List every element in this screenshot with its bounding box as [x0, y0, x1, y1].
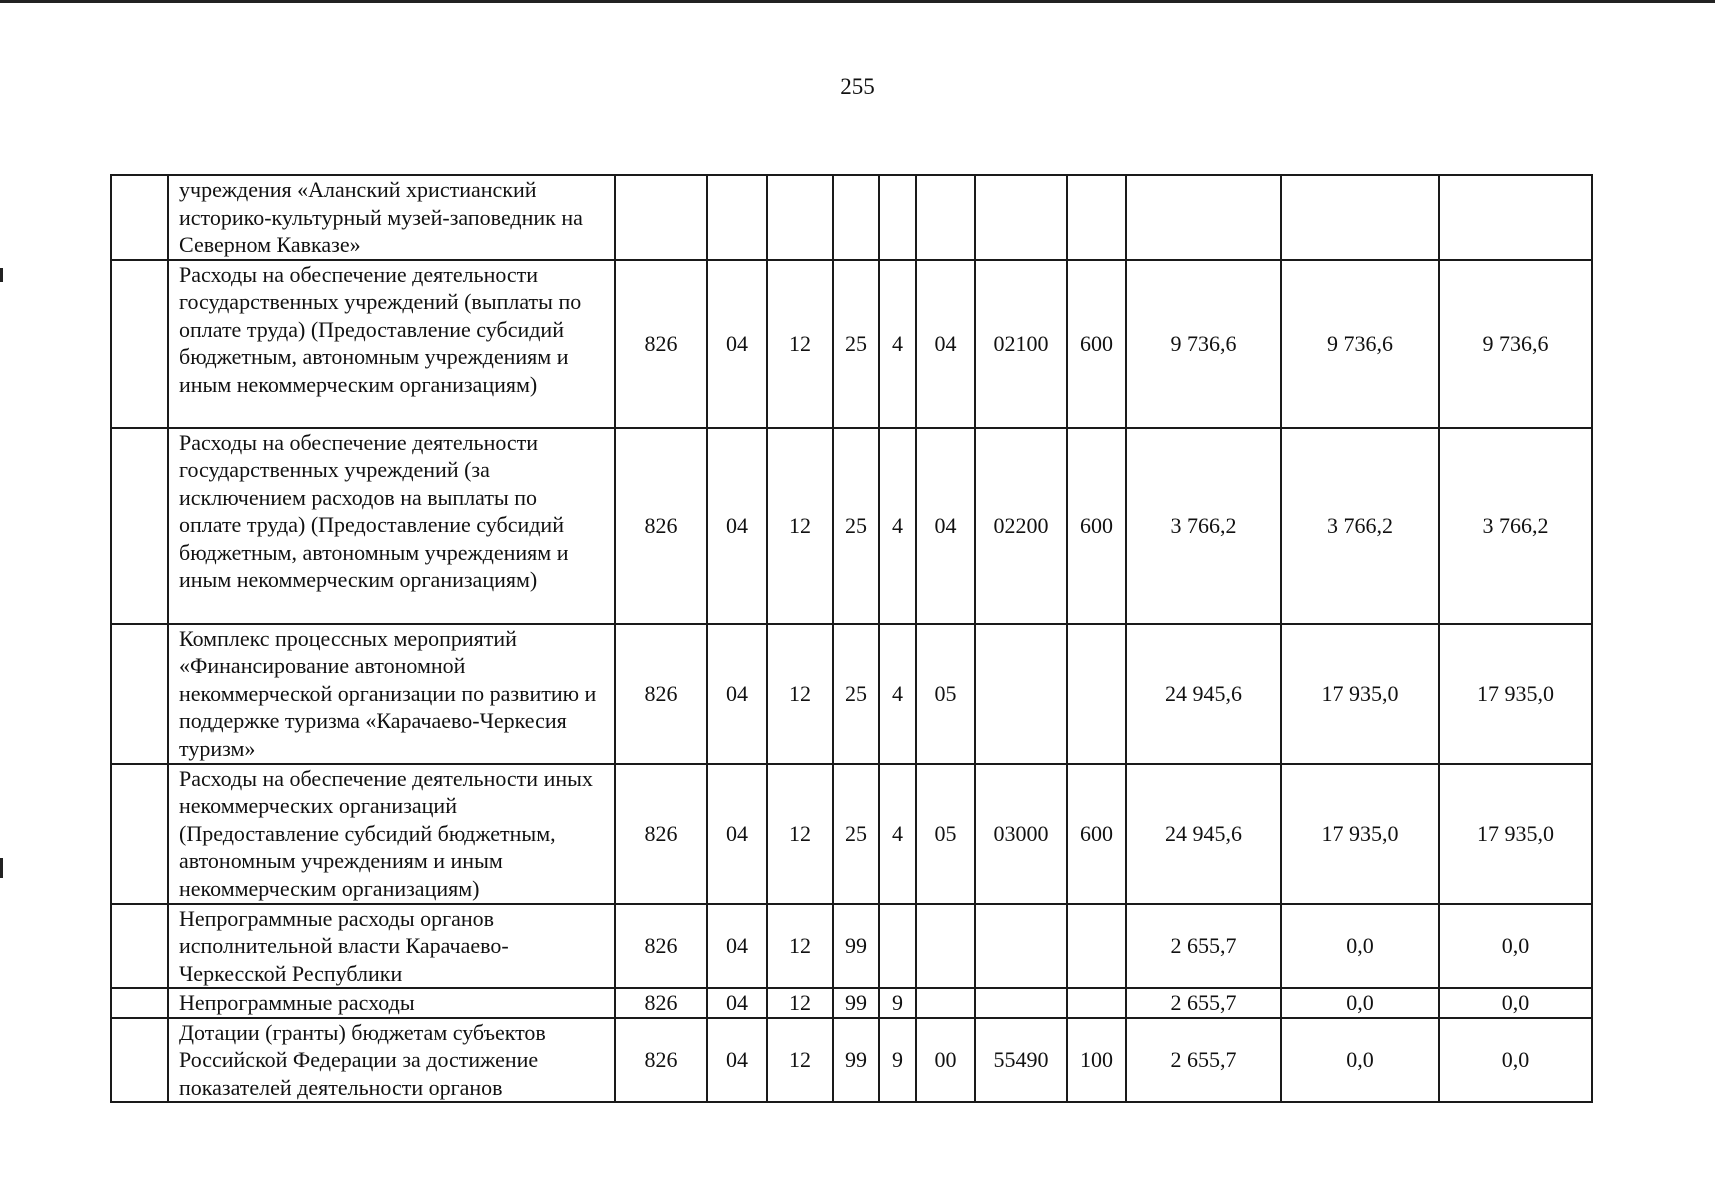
table-cell: 3 766,2	[1126, 428, 1281, 624]
table-cell: 4	[879, 428, 916, 624]
table-cell: 826	[615, 988, 707, 1018]
table-cell: 25	[833, 260, 879, 428]
table-cell: 0,0	[1281, 1018, 1439, 1103]
table-cell	[1067, 904, 1126, 989]
table-cell: 04	[707, 260, 767, 428]
table-cell: 04	[707, 764, 767, 904]
table-cell	[1126, 175, 1281, 260]
table-cell: 826	[615, 624, 707, 764]
row-index-cell	[111, 988, 168, 1018]
table-cell: 3 766,2	[1281, 428, 1439, 624]
table-cell	[975, 624, 1067, 764]
table-cell: 04	[707, 1018, 767, 1103]
row-index-cell	[111, 260, 168, 428]
table-cell	[1067, 175, 1126, 260]
table-cell: 2 655,7	[1126, 988, 1281, 1018]
row-description: Комплекс процессных мероприятий «Финансирование автономной некоммерческой организации по развитию и поддержке туризма «Карачаево-Черкесия туризм»	[168, 624, 615, 764]
table-cell	[879, 904, 916, 989]
table-row	[111, 904, 1592, 989]
table-cell: 04	[916, 428, 975, 624]
table-cell: 05	[916, 624, 975, 764]
table-cell: 0,0	[1439, 904, 1592, 989]
table-cell: 17 935,0	[1439, 624, 1592, 764]
table-cell	[1281, 175, 1439, 260]
table-cell: 826	[615, 428, 707, 624]
table-cell: 05	[916, 764, 975, 904]
table-cell: 24 945,6	[1126, 764, 1281, 904]
table-cell: 25	[833, 428, 879, 624]
table-cell: 9 736,6	[1281, 260, 1439, 428]
table-cell: 0,0	[1439, 1018, 1592, 1103]
table-cell: 826	[615, 260, 707, 428]
table-cell: 04	[707, 988, 767, 1018]
table-cell: 100	[1067, 1018, 1126, 1103]
row-description: Непрограммные расходы	[168, 988, 615, 1018]
row-index-cell	[111, 1018, 168, 1103]
table-cell	[975, 904, 1067, 989]
row-description: Расходы на обеспечение деятельности иных некоммерческих организаций (Предоставление субсидий бюджетным, автономным учреждениям и иным некоммерческим организациям)	[168, 764, 615, 904]
table-cell: 99	[833, 1018, 879, 1103]
table-cell	[916, 988, 975, 1018]
row-index-cell	[111, 904, 168, 989]
table-cell: 3 766,2	[1439, 428, 1592, 624]
table-cell	[879, 175, 916, 260]
table-cell: 600	[1067, 428, 1126, 624]
table-cell	[975, 175, 1067, 260]
table-row	[111, 428, 1592, 624]
table-cell: 04	[916, 260, 975, 428]
table-cell: 12	[767, 1018, 833, 1103]
table-cell: 17 935,0	[1439, 764, 1592, 904]
table-cell: 12	[767, 624, 833, 764]
table-cell	[916, 904, 975, 989]
page-number: 255	[840, 74, 875, 99]
table-cell: 600	[1067, 764, 1126, 904]
table-cell	[707, 175, 767, 260]
table-cell	[1067, 624, 1126, 764]
table-cell: 12	[767, 428, 833, 624]
scan-top-line	[0, 0, 1715, 3]
table-cell: 2 655,7	[1126, 1018, 1281, 1103]
table-cell: 0,0	[1439, 988, 1592, 1018]
table-cell	[615, 175, 707, 260]
table-cell: 02200	[975, 428, 1067, 624]
row-description: учреждения «Аланский христианский историко-культурный музей-заповедник на Северном Кавказе»	[168, 175, 615, 260]
table-cell	[916, 175, 975, 260]
table-cell: 00	[916, 1018, 975, 1103]
table-cell	[767, 175, 833, 260]
table-cell: 12	[767, 764, 833, 904]
table-cell: 99	[833, 988, 879, 1018]
table-cell: 12	[767, 260, 833, 428]
row-index-cell	[111, 624, 168, 764]
table-cell: 0,0	[1281, 988, 1439, 1018]
table-cell: 04	[707, 428, 767, 624]
row-description: Расходы на обеспечение деятельности государственных учреждений (за исключением расходов на выплаты по оплате труда) (Предоставление субсидий бюджетным, автономным учреждениям и иным некоммерческим организациям)	[168, 428, 615, 624]
row-description: Расходы на обеспечение деятельности государственных учреждений (выплаты по оплате труда) (Предоставление субсидий бюджетным, автономным учреждениям и иным некоммерческим организациям)	[168, 260, 615, 428]
table-cell	[1067, 988, 1126, 1018]
table-cell: 03000	[975, 764, 1067, 904]
table-cell: 12	[767, 904, 833, 989]
table-cell: 600	[1067, 260, 1126, 428]
table-cell: 99	[833, 904, 879, 989]
table-row	[111, 1018, 1592, 1103]
table-cell: 04	[707, 624, 767, 764]
table-cell: 826	[615, 1018, 707, 1103]
row-index-cell	[111, 764, 168, 904]
table-row	[111, 260, 1592, 428]
table-cell: 4	[879, 764, 916, 904]
table-cell: 826	[615, 764, 707, 904]
table-row	[111, 988, 1592, 1018]
table-cell: 04	[707, 904, 767, 989]
table-cell: 0,0	[1281, 904, 1439, 989]
table-cell: 02100	[975, 260, 1067, 428]
table-cell: 9 736,6	[1126, 260, 1281, 428]
table-cell: 24 945,6	[1126, 624, 1281, 764]
table-cell: 25	[833, 624, 879, 764]
table-cell: 2 655,7	[1126, 904, 1281, 989]
table-cell	[975, 988, 1067, 1018]
table-cell: 9 736,6	[1439, 260, 1592, 428]
table-cell: 4	[879, 260, 916, 428]
table-cell: 25	[833, 764, 879, 904]
budget-table	[110, 174, 1593, 1103]
scan-left-edge-mark	[0, 858, 3, 878]
row-index-cell	[111, 428, 168, 624]
table-row	[111, 764, 1592, 904]
table-cell: 4	[879, 624, 916, 764]
table-cell: 55490	[975, 1018, 1067, 1103]
table-cell: 9	[879, 1018, 916, 1103]
table-cell: 9	[879, 988, 916, 1018]
table-row	[111, 624, 1592, 764]
row-description: Непрограммные расходы органов исполнительной власти Карачаево-Черкесской Республики	[168, 904, 615, 989]
row-description: Дотации (гранты) бюджетам субъектов Российской Федерации за достижение показателей деятельности органов	[168, 1018, 615, 1103]
table-cell: 826	[615, 904, 707, 989]
table-cell	[1439, 175, 1592, 260]
table-row	[111, 175, 1592, 260]
scan-left-edge-mark	[0, 268, 3, 282]
table-cell: 17 935,0	[1281, 624, 1439, 764]
table-cell: 12	[767, 988, 833, 1018]
row-index-cell	[111, 175, 168, 260]
table-cell	[833, 175, 879, 260]
table-cell: 17 935,0	[1281, 764, 1439, 904]
budget-table-body	[111, 175, 1592, 1102]
